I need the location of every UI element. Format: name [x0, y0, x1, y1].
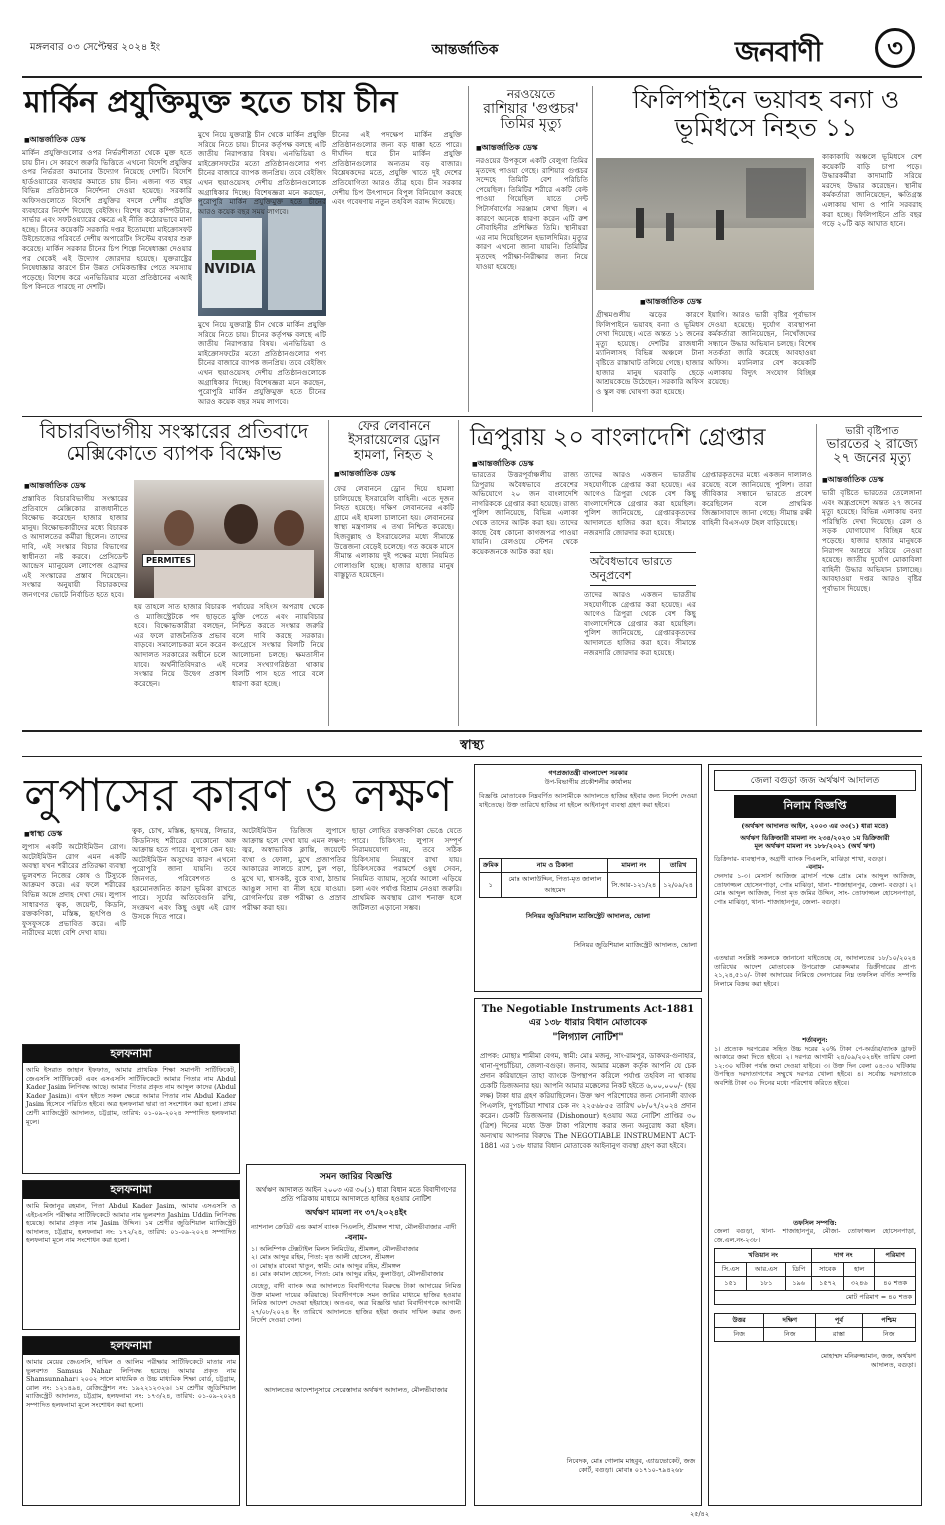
tripura-col2b: তাদের আরও একজন ভারতীয় সহযোগীকে গ্রেপ্তার করা হয়েছে। এর আগেও ত্রিপুরা থেকে বেশ কিছু বাংলাদেশিকে গ্রেপ্তার করা হয়েছিল। পুলিশ জানিয়েছে, গ্রেপ্তারকৃতদের আদালতে হাজির করা হবে। সীমান্তে নজরদারি জোরদার করা হয়েছে।	[584, 590, 696, 657]
affidavit-2-title: হলফনামা	[23, 1181, 239, 1199]
philippines-col1: গ্রীষ্মমণ্ডলীয় ঝড়ের কারণে ফিলিপাইনে ভয়াবহ বন্যা ও ভূমিধস দেখা দিয়েছে। এতে অন্তত ১১ জনের মৃত্যু হয়েছে। দেশটির রাজধানী ম্যানিলাসহ বিভিন্ন অঞ্চলে টানা বৃষ্টিতে রাস্তাঘাট তলিয়ে গেছে। হাজার হাজার মানুষ ঘরবাড়ি ছেড়ে আশ্রয়কেন্দ্রে উঠেছেন। সরকারি অফিস ও স্কুল বন্ধ ঘোষণা করা হয়েছে।	[596, 310, 704, 396]
tripura-col1: ভারতের উত্তরপূর্বাঞ্চলীয় রাজ্য ত্রিপুরায় অবৈধভাবে প্রবেশের অভিযোগে ২০ জন বাংলাদেশি নাগরিককে গ্রেপ্তার করা হয়েছে। রাজ্য পুলিশ জানিয়েছে, বিভিন্ন এলাকা থেকে তাদের আটক করা হয়। তাদের কাছে বৈধ কোনো কাগজপত্র পাওয়া যায়নি। রেলওয়ে স্টেশন থেকে কয়েকজনকে আটক করা হয়।	[472, 470, 578, 556]
auction-debtors: দেনদার ১-৩। মেসার্স আজিজ ব্রাদার্স পক্ষে প্রোঃ মোঃ আব্দুল আজিজ, তোফাজ্জল হোসেনপাড়া, পোঃ মাঝিড়া, থানা- শাজাহানপুর, জেলা- বগুড়া। ২। মোঃ আব্দুল আজিজ, পিতা মৃত জমির উদ্দিন, সাং- তোফাজ্জল হোসেনপাড়া, পোঃ মাঝিড়া, থানা- শাজাহানপুর, জেলা- বগুড়া।	[714, 871, 916, 906]
philippines-col3: কাকাকাযি অঞ্চলে ভূমিধসে বেশ কয়েকটি বাড়ি চাপা পড়ে। উদ্ধারকর্মীরা কাদামাটি সরিয়ে মরদেহ উদ্ধার করেছেন। স্থানীয় কর্মকর্তারা জানিয়েছেন, ক্ষতিগ্রস্ত এলাকায় খাদ্য ও পানি সরবরাহ করা হচ্ছে। ফিলিপাইনে প্রতি বছর গড়ে ২০টি ঝড় আঘাত হানে।	[822, 152, 922, 229]
page-number-badge: ৩	[875, 28, 915, 68]
summons-defendant-4: ৪। মোঃ কামাল হোসেন, পিতা: মোঃ আব্দুর রহিম, কুলাউড়া, মৌলভীবাজার	[251, 1270, 444, 1279]
court-notice-sign: সিনিয়র জুডিশিয়াল ম্যাজিস্ট্রেট আদালত, ভোলা	[573, 940, 697, 949]
china-col1: মার্কিন প্রযুক্তিগুলোর ওপর নির্ভরশীলতা থেকে মুক্ত হতে চায় চীন। সে কারণে জরুরি ভিত্তিতে এখনো বিদেশি প্রযুক্তির ওপর নির্ভরতা কমানোর উদ্যোগ নিয়েছে দেশটি। বিদেশি হার্ডওয়্যারের ব্যবহার কমাতে চায় চীন। এজন্য গত বছর বিভিন্ন প্রতিষ্ঠানকে নির্দেশনা দেওয়া হয়েছে। সরকারি অফিসগুলোতে বিদেশি প্রযুক্তির বদলে দেশীয় প্রযুক্তি ব্যবহারের নির্দেশ দিয়েছে বেইজিং। বিশেষ করে কম্পিউটার, সার্ভার এবং সফটওয়্যারের ক্ষেত্রে এই নীতি কঠোরভাবে মানা হচ্ছে। চীনের কয়েকটি সরকারি দপ্তর ইতোমধ্যে মাইক্রোসফট উইন্ডোজের পরিবর্তে দেশীয় অপারেটিং সিস্টেম ব্যবহার শুরু করেছে। মার্কিন সরকার চীনের চিপ শিল্পে নিষেধাজ্ঞা দেওয়ার পর থেকেই এই উদ্যোগ জোরদার হয়েছে। যুক্তরাষ্ট্রের নিষেধাজ্ঞার কারণে চীন উন্নত সেমিকন্ডাক্টর পেতে সমস্যায় পড়েছে। বিশেষ করে এনভিডিয়ার মতো প্রতিষ্ঠানের এআই চিপ কিনতে পারছে না দেশটি।	[22, 148, 192, 292]
headline-philippines: ফিলিপাইনে ভয়াবহ বন্যা ও ভূমিধসে নিহত ১১	[632, 85, 900, 142]
tripura-col2: তাদের আরও একজন ভারতীয় সহযোগীকে গ্রেপ্তার করা হয়েছে। এর আগেও ত্রিপুরা থেকে বেশ কিছু বাংলাদেশিকে গ্রেপ্তার করা হয়েছিল। পুলিশ জানিয়েছে, গ্রেপ্তারকৃতদের আদালতে হাজির করা হবে। সীমান্তে নজরদারি জোরদার করা হয়েছে।	[584, 470, 696, 537]
auction-law: (অর্থঋণ আদালত আইন, ২০০৩ এর ৩৩(১) ধারা মতে)	[741, 822, 889, 830]
health-section-label: স্বাস্থ্য	[459, 738, 485, 753]
court-notice-top2: উপ-বিভাগীয় প্রকৌশলীর কার্যালয়	[544, 777, 632, 786]
auction-sched-title: তফসিল সম্পত্তি:	[793, 1218, 837, 1227]
headline-india-rain: ভারতের ২ রাজ্যে ২৭ জনের মৃত্যু	[826, 437, 918, 467]
health-col1: লুপাস একটি অটোইমিউন রোগ। অটোইমিউন রোগ এমন একটি অবস্থা যখন শরীরের প্রতিরক্ষা ব্যবস্থা ভুলবশত নিজের কোষ ও টিস্যুকে আক্রমণ করে। এর ফলে শরীরের বিভিন্ন অঙ্গে প্রদাহ দেখা দেয়। লুপাস সাধারণত ত্বক, জয়েন্ট, কিডনি, রক্তকণিকা, মস্তিষ্ক, হৃৎপিণ্ড ও ফুসফুসকে প্রভাবিত করে। এটি নারীদের মধ্যে বেশি দেখা যায়।	[22, 842, 126, 938]
court-notice-small	[474, 764, 702, 992]
desk-philippines: ■ আন্তর্জাতিক ডেস্ক	[640, 296, 702, 309]
affidavit-3	[22, 1336, 240, 1506]
auction-title: নিলাম বিজ্ঞপ্তি	[734, 795, 896, 818]
summons-defendant-2: ২। মোঃ আব্দুর রহিম, পিতা: মৃত আলী হোসেন, শ্রীমঙ্গল	[251, 1253, 395, 1262]
summons-case: অর্থঋণ মামলা নং ৩৭/২০২৪ইং	[305, 1207, 407, 1217]
affidavit-2-body: আমি মিজানুর রহমান, পিতা Abdul Kader Jasim, আমার এসএসসি ও এইচএসসি পরীক্ষার সার্টিফিকেটে আমার নাম ভুলবশত Jashim Uddin লিপিবদ্ধ হয়েছে। আমার প্রকৃত নাম Jasim উদ্দিন। ১ম শ্রেণীর জুডিশিয়াল ম্যাজিস্ট্রেট আদালত, চট্টগ্রাম, হলফনামা নং: ১৭২/২৪, তারিখ: ০১-০৯-২০২৪ সম্পাদিত হলফনামা মূলে নাম সংশোধন করা হলো।	[26, 1202, 236, 1245]
footer-code: ২৫/৪২	[690, 1510, 710, 1518]
health-col3: অটোইমিউন ডিজিজ লুপাসে আক্রান্ত হলে দেখা যায় এমন লক্ষণ: জ্বর, অস্বাভাবিক ক্লান্তি, জয়েন্টে ব্যথা ও ফোলা, মুখে প্রজাপতির আকারের লালচে র‍্যাশ, চুল পড়া, মুখে ঘা, শ্বাসকষ্ট, বুকে ব্যথা, ঠান্ডায় আঙুল সাদা বা নীল হয়ে যাওয়া। রোগনির্ণয়ে রক্ত পরীক্ষা ও প্রস্রাব পরীক্ষা করা হয়।	[242, 826, 346, 912]
protest-photo	[134, 480, 324, 598]
protest-sign: PERMITES	[142, 554, 195, 567]
headline-mexico: বিচারবিভাগীয় সংস্কারের প্রতিবাদে মেক্সিকোতে ব্যাপক বিক্ষোভ	[39, 419, 309, 465]
desk-russia: ■ আন্তর্জাতিক ডেস্ক	[476, 142, 538, 155]
auction-orig: মূল অর্থঋণ মামলা নং ১৮৮/২০২১ (অর্থ ঋণ)	[754, 842, 876, 851]
mexico-col3: পর্যায়ের সহিংস অপরাধ থেকে মুক্তি পেতে এবং ন্যায়বিচার নিশ্চিত করতে সংস্কার জরুরি বলে দাবি করছে সরকার। কংগ্রেসে সংস্কার বিলটি নিয়ে আলোচনা চলছে। ক্ষমতাসীন দলের সংখ্যাগরিষ্ঠতা থাকায় বিলটি পাস হতে পারে বলে ধারণা করা হচ্ছে।	[232, 602, 324, 688]
auction-bounds-table: উত্তর দক্ষিণ পূর্ব পশ্চিম নিজ নিজ রাস্তা নিজ	[714, 1313, 916, 1342]
court-notice-table: ক্রমিক নাম ও ঠিকানা মামলা নং তারিখ ১ মোঃ আলাউদ্দিন, পিতা-মৃত জালাল আহমেদ সি.আর-১২১/২৪ ১২/০৯/২৪	[479, 858, 697, 898]
tripura-subhead: অবৈধভাবে ভারতে অনুপ্রবেশ	[590, 552, 696, 586]
header-date: মঙ্গলবার ০৩ সেপ্টেম্বর ২০২৪ ইং	[30, 42, 161, 53]
desk-mexico: ■ আন্তর্জাতিক ডেস্ক	[24, 480, 86, 493]
auction-case: অর্থঋণ ডিক্রিজারী মামলা নং ২৩৪/২০২৩ ১ম ডিক্রিজারী	[740, 833, 890, 842]
auction-table: খতিয়ান নং দাগ নং পরিমাণ সি.এস আর.এস ডিপি সাবেক হাল ১৫১ ১৮১ ১৯৬ ১৫৭২ ৩২৪৬ ৪০ শতক মোট পরিমাণ = ৪০ শতক	[714, 1248, 916, 1305]
affidavit-2	[22, 1180, 240, 1330]
ni-sign: নিবেদক, মোঃ গোলাম মাহবুব, এ্যাডভোকেট, জজ কোর্ট, বগুড়া। মোবাঃ ০১৭১০-৭৯৪২৬৮	[566, 1457, 696, 1474]
health-col2: ত্বক, চোখ, মস্তিষ্ক, হৃদযন্ত্র, লিভার, কিডনিসহ শরীরের যেকোনো অঙ্গ আক্রান্ত হতে পারে। লুপাস কেন হয়: অটোইমিউন অসুখের কারণ এখনো পুরোপুরি জানা যায়নি। তবে জিনগত, পরিবেশগত ও হরমোনজনিত কারণ ভূমিকা রাখতে পারে। সূর্যের অতিবেগুনি রশ্মি, সংক্রমণ এবং কিছু ওষুধ এই রোগ উসকে দিতে পারে।	[132, 826, 236, 922]
desk-health: ■ স্বাস্থ্য ডেস্ক	[24, 828, 62, 841]
summons-defendant-3: ৩। মোছাঃ রাবেয়া খাতুন, স্বামী: মোঃ আব্দুর রহিম, শ্রীমঙ্গল	[251, 1261, 401, 1270]
summons-plaintiff: ন্যাশনাল ক্রেডিট এন্ড কমার্স ব্যাংক পিএলসি, শ্রীমঙ্গল শাখা, মৌলভীবাজার -বাদী	[251, 1223, 457, 1231]
desk-lebanon: ■ আন্তর্জাতিক ডেস্ক	[334, 468, 396, 481]
kicker-india-rain: ভারী বৃষ্টিপাত	[845, 426, 899, 437]
affidavit-3-title: হলফনামা	[23, 1337, 239, 1355]
court-notice-body: বিজ্ঞপ্তি মোতাবেক নিম্নবর্ণিত আসামীকে আদালতে হাজির হইবার জন্য নির্দেশ দেওয়া যাইতেছে। উক্ত তারিখে হাজির না হইলে আইনানুগ ব্যবস্থা গ্রহণ করা হইবে।	[479, 792, 697, 809]
summons-body: যেহেতু, বাদী ব্যাংক অত্র আদালতে বিবাদীগণের বিরুদ্ধে টাকা আদায়ের নিমিত্ত উক্ত মামলা দায়ের করিয়াছে। বিবাদীগণকে সমন জারির মাধ্যমে হাজির হওয়ার নিমিত্ত আদেশ দেওয়া হইয়াছে। অতএব, অত্র বিজ্ঞপ্তি দ্বারা বিবাদীগণকে আগামী ২৭/০৮/২০২৪ ইং তারিখে আদালতে হাজির হইয়া জবাব দাখিল করার জন্য নির্দেশ দেওয়া গেল।	[251, 1281, 461, 1325]
summons-title: সমন জারির বিজ্ঞপ্তি	[320, 1172, 392, 1182]
headline-russia: রাশিয়ার 'গুপ্তচর' তিমির মৃত্যু	[483, 101, 579, 133]
summons-notice	[246, 1164, 466, 1506]
headline-lupus: লুপাসের কারণ ও লক্ষণ	[24, 768, 453, 822]
ni-body: প্রাপক: মোছাঃ শামীমা বেগম, স্বামী: মোঃ মজনু, সাং-রামপুর, ডাকঘর-গুনাহার, থানা-দুপচাঁচিয়া, জেলা-বগুড়া। জনাব, আমার মক্কেল কর্তৃক আপনি যে চেক প্রদান করিয়াছেন তাহা ব্যাংকে উপস্থাপন করিলে পর্যাপ্ত তহবিল না থাকায় চেকটি ডিজঅনার হয়। আপনি আমার মক্কেলের নিকট হইতে ৬,০০,০০০/- (ছয় লক্ষ) টাকা ধার গ্রহণ করিয়াছিলেন। উক্ত ঋণ পরিশোধের জন্য সোনালী ব্যাংক পিএলসি, দুপচাঁচিয়া শাখার চেক নং ২২৫৬৮৫৫ তারিখ ০৮/০৭/২০২৪ প্রদান করেন। চেকটি ডিজঅনার (Dishonour) হওয়ায় অত্র নোটিশ প্রাপ্তির ৩০ (ত্রিশ) দিনের মধ্যে উক্ত টাকা পরিশোধ করার জন্য অনুরোধ করা হইল। অন্যথায় আপনার বিরুদ্ধে The NEGOTIABLE INSTRUMENT ACT-1881 এর ১৩৮ ধারার বিধান মোতাবেক আইনানুগ ব্যবস্থা গ্রহণ করা হইবে।	[480, 1052, 696, 1150]
russia-body: নরওয়ের উপকূলে একটি বেলুগা তিমির মৃতদেহ পাওয়া গেছে। রাশিয়ার গুপ্তচর সন্দেহে তিমিটি বেশ পরিচিতি পেয়েছিল। তিমিটির শরীরে একটি বেল্ট পাওয়া গিয়েছিল যাতে সেন্ট পিটার্সবার্গের সরঞ্জাম লেখা ছিল। এ কারণে অনেকে ধারণা করেন এটি রুশ নৌবাহিনীর প্রশিক্ষিত তিমি। স্থানীয়রা এর নাম দিয়েছিলেন হভালদিমির। মৃত্যুর কারণ এখনো জানা যায়নি। তিমিটির মৃতদেহ পরীক্ষা-নিরীক্ষার জন্য নিয়ে যাওয়া হয়েছে।	[476, 156, 588, 271]
lebanon-body: ফের লেবাননে ড্রোন দিয়ে হামলা চালিয়েছে ইসরায়েলি বাহিনী। এতে দুজন নিহত হয়েছে। দক্ষিণ লেবাননের একটি গ্রামে এই হামলা চালানো হয়। লেবাননের স্বাস্থ্য মন্ত্রণালয় এ তথ্য নিশ্চিত করেছে। হিজবুল্লাহ ও ইসরায়েলের মধ্যে সীমান্তে উত্তেজনা বেড়েই চলেছে। গত কয়েক মাসে সীমান্ত এলাকায় দুই পক্ষের মধ্যে নিয়মিত গোলাগুলি হচ্ছে। হাজার হাজার মানুষ বাস্তুচ্যুত হয়েছেন।	[334, 484, 454, 580]
section-label: আন্তর্জাতিক	[431, 42, 499, 58]
auction-vs: -বনাম-	[805, 863, 825, 872]
auction-notice	[708, 764, 922, 1506]
headline-lebanon: ফের লেবাননে ইসরায়েলের ড্রোন হামলা, নিহত ২	[348, 419, 440, 463]
auction-sched: জেলা বগুড়া, থানা- শাজাহানপুর, মৌজা- তোফাজ্জল হোসেনপাড়া, জে.এল.নং-২৩৮।	[714, 1227, 916, 1244]
mexico-col1: প্রস্তাবিত বিচারবিভাগীয় সংস্কারের প্রতিবাদে মেক্সিকোর রাজধানীতে বিক্ষোভ করেছেন হাজার হাজার মানুষ। বিক্ষোভকারীদের মধ্যে বিচারক ও আদালতের কর্মীরা ছিলেন। তাদের দাবি, এই সংস্কার বিচার বিভাগের স্বাধীনতা নষ্ট করবে। প্রেসিডেন্ট আন্দ্রেস ম্যানুয়েল লোপেজ ওব্রাদর এই সংস্কারের প্রস্তাব দিয়েছেন। সংস্কার অনুযায়ী বিচারকদের জনগণের ভোটে নির্বাচিত হতে হবে।	[22, 494, 128, 599]
summons-sign: আদালতের আদেশানুসারে সেরেস্তাদার অর্থঋণ আদালত, মৌলভীবাজার	[264, 1385, 448, 1394]
china-col2b: মুখে নিয়ে যুক্তরাষ্ট্র চীন থেকে মার্কিন প্রযুক্তি সরিয়ে নিতে চায়। চীনের কর্তৃপক্ষ বলছে এটি জাতীয় নিরাপত্তার বিষয়। এনভিডিয়া ও মাইক্রোসফটের মতো প্রতিষ্ঠানগুলোর পণ্য চীনের বাজারে ব্যাপক জনপ্রিয়। তবে বেইজিং এখন হুয়াওয়েসহ দেশীয় প্রতিষ্ঠানগুলোকে অগ্রাধিকার দিচ্ছে। বিশেষজ্ঞরা মনে করছেন, পুরোপুরি মার্কিন প্রযুক্তিমুক্ত হতে চীনের আরও কয়েক বছর সময় লাগবে।	[198, 320, 326, 406]
desk-tripura: ■ আন্তর্জাতিক ডেস্ক	[472, 458, 534, 471]
headline-tripura: ত্রিপুরায় ২০ বাংলাদেশি গ্রেপ্তার	[470, 423, 766, 451]
china-col2: মুখে নিয়ে যুক্তরাষ্ট্র চীন থেকে মার্কিন প্রযুক্তি সরিয়ে নিতে চায়। চীনের কর্তৃপক্ষ বলছে এটি জাতীয় নিরাপত্তার বিষয়। এনভিডিয়া ও মাইক্রোসফটের মতো প্রতিষ্ঠানগুলোর পণ্য চীনের বাজারে ব্যাপক জনপ্রিয়। তবে বেইজিং এখন হুয়াওয়েসহ দেশীয় প্রতিষ্ঠানগুলোকে অগ্রাধিকার দিচ্ছে। বিশেষজ্ঞরা মনে করছেন, পুরোপুরি মার্কিন প্রযুক্তিমুক্ত হতে চীনের আরও কয়েক বছর সময় লাগবে।	[198, 130, 326, 216]
legal-notice-ni	[474, 998, 702, 1506]
tripura-col3: গ্রেপ্তারকৃতদের মধ্যে একজন দালালও রয়েছে বলে জানিয়েছে পুলিশ। তারা জীবিকার সন্ধানে ভারতে প্রবেশ করেছিলেন বলে প্রাথমিক জিজ্ঞাসাবাদে জানা গেছে। সীমান্ত রক্ষী বাহিনী বিএসএফ টহল বাড়িয়েছে।	[702, 470, 812, 527]
auction-plaintiff: ডিক্রিদার- ব্যবস্থাপক, অগ্রণী ব্যাংক পিএলসি, মাঝিড়া শাখা, বগুড়া।	[714, 854, 887, 863]
summons-sub: অর্থঋণ আদালত আইন ২০০৩ এর ৩০(১) ধারা বিধান মতে বিবাদীগণের প্রতি পত্রিকায় মাধ্যমে আদালতে হাজির হওয়ার নোটিশ	[255, 1186, 457, 1203]
mexico-col2: হয় তাহলে সাত হাজার বিচারক ও ম্যাজিস্ট্রেটকে পদ ছাড়তে হবে। বিক্ষোভকারীরা বলছেন, এর ফলে রাজনৈতিক প্রভাব বাড়বে। সমালোচকরা মনে করেন আদালত সরকারের অধীনে চলে যাবে। অর্থনীতিবিদরাও এই সংস্কার নিয়ে উদ্বেগ প্রকাশ করেছেন।	[134, 602, 226, 688]
china-col3: চীনের এই পদক্ষেপ মার্কিন প্রযুক্তি প্রতিষ্ঠানগুলোর জন্য বড় ধাক্কা হতে পারে। দীর্ঘদিন ধরে চীন মার্কিন প্রযুক্তি প্রতিষ্ঠানগুলোর অন্যতম বড় বাজার। বিশ্লেষকদের মতে, প্রযুক্তি খাতে দুই দেশের প্রতিযোগিতা আরও তীব্র হবে। চীন সরকার দেশীয় চিপ উৎপাদনে বিপুল বিনিয়োগ করছে এবং গবেষণায় নতুন তহবিল বরাদ্দ দিয়েছে।	[332, 130, 462, 207]
ni-title: The Negotiable Instruments Act-1881	[481, 1004, 695, 1015]
affidavit-3-body: আমার মেয়ের জেএসসি, দাখিল ও আলিম পরীক্ষার সার্টিফিকেটে মাতার নাম ভুলবশত Samsus Nahar লিপিবদ্ধ হয়েছে। আমার প্রকৃত নাম Shamsunnahar। ২০০২ সালে মাধ্যমিক ও উচ্চ মাধ্যমিক শিক্ষা বোর্ড, চট্টগ্রাম, রোল নং: ১২১৪৯৪, রেজিস্ট্রেশন নং: ১৯২২১২৩২৬। ১ম শ্রেণীর জুডিশিয়াল ম্যাজিস্ট্রেট আদালত, চট্টগ্রাম, হলফনামা নং: ১৭৩/২৪, তারিখ: ০১-০৯-২০২৪ সম্পাদিত হলফনামা মূলে সংশোধন করা হলো।	[26, 1358, 236, 1409]
masthead-logo: জনবাণী	[735, 35, 822, 68]
auction-terms: ১। প্রত্যেক দরপত্রের সহিত উচ্চ দরের ২০% টাকা পে-অর্ডার/ব্যাংক ড্রাফট আকারে জমা দিতে হইবে। ২। দরপত্র আগামী ২৪/০৯/২০২৪ইং তারিখ বেলা ১২:৩০ ঘটিকা পর্যন্ত জমা দেওয়া যাইবে। ৩। উক্ত দিন বেলা ০৪:৩০ ঘটিকায় উপস্থিত দরদাতাগণের সম্মুখে দরপত্র খোলা হইবে। ৪। সর্বোচ্চ দরদাতাকে অবশিষ্ট টাকা ৩০ দিনের মধ্যে পরিশোধ করিতে হইবে।	[714, 1044, 916, 1087]
court-notice-top: গণপ্রজাতন্ত্রী বাংলাদেশ সরকার	[548, 769, 628, 777]
affidavit-1-body: আমি ইসরাত জাহান ইফফাত, আমার প্রাথমিক শিক্ষা সমাপনী সার্টিফিকেট, জেএসসি সার্টিফিকেট এবং এসএসসি সার্টিফিকেটে আমার পিতার নাম Abdul Kader Jasim লিপিবদ্ধ আছে। আমার পিতার প্রকৃত নাম আব্দুল কাদের (Abdul Kader Jasim)। এখন হইতে সকল ক্ষেত্রে আমার পিতার নাম Abdul Kader Jasim হিসেবে পরিচিত হইবে। অত্র হলফনামা দ্বারা তা সংশোধন করা হলো। প্রথম শ্রেণী ম্যাজিস্ট্রেট আদালত, চট্টগ্রাম, তারিখ: ০১-০৯-২০২৪ সম্পাদিত হলফনামা মূলে।	[26, 1066, 236, 1126]
india-rain-body: ভারী বৃষ্টিতে ভারতের তেলেঙ্গানা এবং অন্ধ্রপ্রদেশে অন্তত ২৭ জনের মৃত্যু হয়েছে। বিভিন্ন এলাকায় বন্যা পরিস্থিতি দেখা দিয়েছে। রেল ও সড়ক যোগাযোগ বিচ্ছিন্ন হয়ে পড়েছে। হাজার হাজার মানুষকে নিরাপদ আশ্রয়ে সরিয়ে নেওয়া হয়েছে। জাতীয় দুর্যোগ মোকাবিলা বাহিনী উদ্ধার অভিযান চালাচ্ছে। আবহাওয়া দপ্তর আরও বৃষ্টির পূর্বাভাস দিয়েছে।	[822, 488, 922, 593]
ni-sub2: "লিগ্যাল নোটিশ"	[552, 1032, 624, 1043]
desk-india-rain: ■ আন্তর্জাতিক ডেস্ক	[822, 474, 884, 487]
desk-china: ■ আন্তর্জাতিক ডেস্ক	[24, 134, 86, 147]
court-notice-mid: সিনিয়র জুডিশিয়াল ম্যাজিস্ট্রেট আদালত, ভোলা	[525, 912, 651, 921]
headline-china: মার্কিন প্রযুক্তিমুক্ত হতে চায় চীন	[24, 85, 398, 120]
philippines-col2: ইয়াগি। আরও ভারী বৃষ্টির পূর্বাভাস দেওয়া হয়েছে। দুর্যোগ ব্যবস্থাপনা কর্মকর্তারা জানিয়েছেন, নিখোঁজদের সন্ধানে উদ্ধার অভিযান চলছে। বিশেষ সতর্কতা জারি করেছে আবহাওয়া অফিস। ম্যানিলার বেশ কয়েকটি এলাকায় বিদ্যুৎ সংযোগ বিচ্ছিন্ন রয়েছে।	[708, 310, 816, 387]
ni-sub: এর ১৩৮ ধারার বিধান মোতাবেক	[528, 1018, 648, 1028]
auction-body: এতদ্বারা সংশ্লিষ্ট সকলকে জানানো যাইতেছে যে, আদালতের ১৮/১০/২০২৪ তারিখের আদেশ মোতাবেক উপরোক্ত মোকদ্দমার ডিক্রীদারের প্রাপ্য ২১,২৪,৫১০/- টাকা আদায়ের নিমিত্তে দেনদারের নিম্ন তফসিল বর্ণিত সম্পত্তি নিলামে বিক্রয় করা হইবে।	[714, 953, 916, 988]
auction-terms-title: শর্তাবলুন:	[802, 1035, 828, 1044]
auction-sign: মোহাম্মদ মনিরুজ্জামান, জজ, অর্থঋণ আদালত, বগুড়া।	[820, 1352, 916, 1369]
kicker-russia: নরওয়েতে	[506, 87, 556, 101]
auction-court: জেলা বগুড়া জজ অর্থঋণ আদালত	[714, 770, 916, 791]
affidavit-1	[22, 1044, 240, 1174]
summons-vs: -বনাম-	[344, 1231, 368, 1242]
health-col4: ছাড়া লোহিত রক্তকণিকা ভেঙে যেতে পারে। চিকিৎসা: লুপাস সম্পূর্ণ নিরাময়যোগ্য নয়, তবে সঠিক চিকিৎসায় নিয়ন্ত্রণে রাখা যায়। চিকিৎসকের পরামর্শে ওষুধ সেবন, নিয়মিত ব্যায়াম, সূর্যের আলো এড়িয়ে চলা এবং পর্যাপ্ত বিশ্রাম নেওয়া জরুরি। প্রাথমিক অবস্থায় রোগ শনাক্ত হলে জটিলতা এড়ানো সম্ভব।	[352, 826, 462, 912]
affidavit-1-title: হলফনামা	[23, 1045, 239, 1063]
flood-photo	[596, 158, 814, 290]
summons-defendant-1: ১। অলিম্পিক টেক্সটাইল মিলস লিমিটেড, শ্রীমঙ্গল, মৌলভীবাজার	[251, 1244, 419, 1253]
nvidia-sign: NVIDIA	[204, 262, 256, 277]
